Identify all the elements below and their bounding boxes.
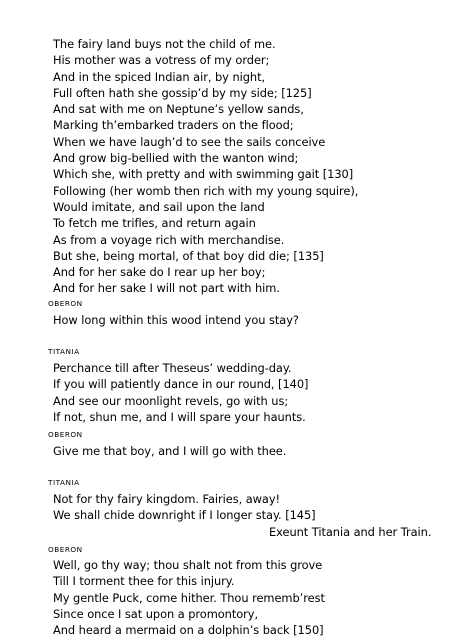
verse-line: When we have laugh’d to see the sails conceive: [53, 134, 326, 149]
verse-line: And for her sake I will not part with him.: [53, 281, 280, 296]
speech-block: [53, 36, 358, 297]
verse-line: Which she, with pretty and with swimming gait [130]: [53, 167, 354, 182]
verse-line: And heard a mermaid on a dolphin’s back [150]: [53, 623, 324, 638]
speech-block: [53, 360, 308, 425]
verse-line: Not for thy fairy kingdom. Fairies, away!: [53, 492, 281, 506]
verse-line: But she, being mortal, of that boy did die; [135]: [53, 248, 324, 263]
speech-block: [53, 557, 325, 638]
verse-line: If you will patiently dance in our round, [140]: [53, 377, 309, 392]
verse-line: Would imitate, and sail upon the land: [53, 199, 265, 214]
verse-line: Perchance till after Theseus’ wedding-day.: [53, 361, 292, 375]
speech-block: [53, 491, 431, 540]
verse-line: Following (her womb then rich with my young squire),: [53, 183, 359, 198]
speaker-name: OBERON: [48, 299, 83, 308]
verse-line: Till I torment thee for this injury.: [53, 574, 235, 589]
verse-line: Since once I sat upon a promontory,: [53, 606, 259, 621]
speech-block: [53, 312, 299, 328]
verse-line: His mother was a votress of my order;: [53, 53, 270, 68]
verse-line: If not, shun me, and I will spare your haunts.: [53, 409, 306, 424]
verse-line: To fetch me trifles, and return again: [53, 216, 256, 231]
speech-block: [53, 443, 286, 459]
verse-line: And in the spiced Indian air, by night,: [53, 69, 266, 84]
verse-line: My gentle Puck, come hither. Thou rememb’rest: [53, 590, 325, 605]
speaker-name: TITANIA: [48, 347, 80, 356]
speaker-name: OBERON: [48, 430, 83, 439]
verse-line: How long within this wood intend you stay?: [53, 313, 299, 327]
verse-line: Marking th’embarked traders on the flood;: [53, 118, 294, 133]
verse-line: We shall chide downright if I longer stay. [145]: [53, 508, 316, 523]
speaker-name: OBERON: [48, 545, 83, 554]
verse-line: And for her sake do I rear up her boy;: [53, 265, 266, 280]
verse-line: Well, go thy way; thou shalt not from this grove: [53, 558, 323, 572]
verse-line: As from a voyage rich with merchandise.: [53, 232, 285, 247]
stage-direction: Exeunt Titania and her Train.: [269, 524, 432, 539]
verse-line: And sat with me on Neptune’s yellow sands,: [53, 102, 304, 117]
speaker-name: TITANIA: [48, 478, 80, 487]
verse-line: Give me that boy, and I will go with thee.: [53, 444, 287, 458]
verse-line: And see our moonlight revels, go with us;: [53, 393, 289, 408]
verse-line: The fairy land buys not the child of me.: [53, 37, 276, 51]
verse-line: Full often hath she gossip’d by my side; [125]: [53, 85, 312, 100]
verse-line: And grow big-bellied with the wanton wind;: [53, 151, 299, 166]
